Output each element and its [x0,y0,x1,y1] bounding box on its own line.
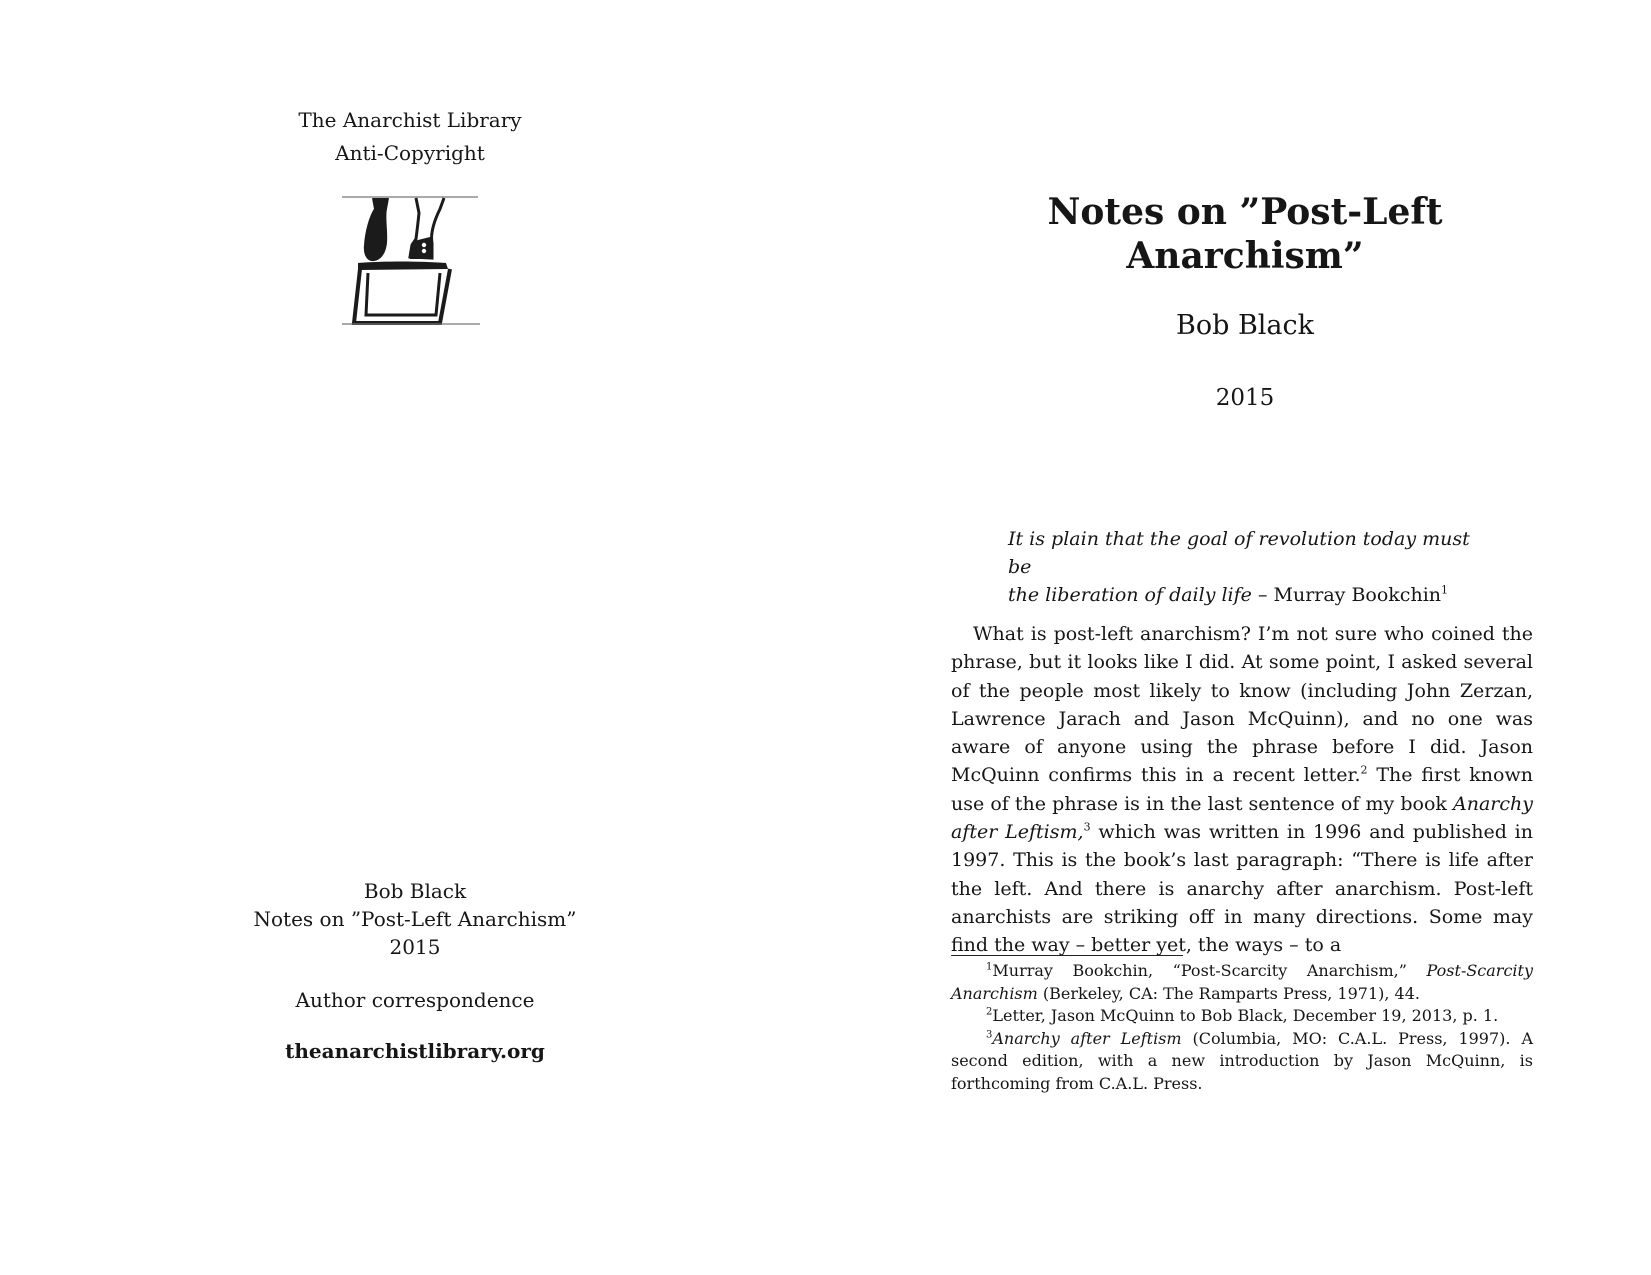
colophon [210,877,620,1065]
colophon-year: 2015 [389,935,441,959]
body-paragraph [951,620,1533,960]
footnote-text-end: (Berkeley, CA: The Ramparts Press, 1971), 44. [1037,983,1420,1003]
footnotes [951,960,1533,1095]
footnote-3 [951,1028,1533,1096]
colophon-author: Bob Black [363,879,467,903]
footnote-text: Letter, Jason McQuinn to Bob Black, December 19, 2013, p. 1. [992,1006,1499,1025]
anti-copyright-label: Anti-Copyright [335,141,485,165]
library-name: The Anarchist Library [298,108,522,132]
footnote-text-end: (Columbia, MO: C.A.L. Press, 1997). A second edition, with a new introduction by Jason McQuinn, is forthcoming from C.A.L. Press. [951,1028,1533,1093]
body-text-part2: The first known use of the phrase is in the last sentence of my book [951,764,1533,815]
colophon-title: Notes on ”Post-Left Anarchism” [253,907,577,931]
footnote-ref-3[interactable]: 3 [1083,820,1091,834]
left-page [0,0,825,1275]
footnote-2 [951,1005,1533,1028]
site-link[interactable]: theanarchistlibrary.org [285,1039,545,1063]
footnote-number: 3 [986,1029,993,1041]
footnote-1 [951,960,1533,1005]
footnote-ref-1[interactable]: 1 [1441,583,1449,597]
footnote-number: 1 [986,961,993,973]
anarchist-library-logo-icon [340,195,485,330]
document-author: Bob Black [1175,310,1315,341]
right-page [825,0,1651,1275]
library-header [260,104,560,170]
author-correspondence: Author correspondence [295,988,535,1012]
body-text-part3: which was written in 1996 and published in 1997. This is the book’s last paragraph: “There is life after the left. And there is anarchy after anarchism. Post-left anarchists are striking off in many directions. Some may find the way – better yet, the ways – to a [951,821,1534,957]
footnote-italic: Anarchy after Leftism [992,1028,1182,1048]
document-title: Notes on ”Post-Left Anarchism” [1047,191,1443,277]
epigraph-quote-line2: the liberation of daily life [1008,584,1252,606]
epigraph-quote-line1: It is plain that the goal of revolution today must be [1008,528,1470,578]
footnote-text: Murray Bookchin, “Post-Scarcity Anarchism,” [992,961,1427,980]
footnote-italic: Post-Scarcity Anarchism [951,961,1533,1003]
epigraph-attribution: – Murray Bookchin [1251,584,1442,606]
document-year: 2015 [1215,385,1275,411]
epigraph [1008,525,1498,609]
footnote-number: 2 [986,1006,993,1018]
book-title: Anarchy after Leftism, [951,792,1533,844]
footnote-rule [951,955,1183,956]
body-text-part1: What is post-left anarchism? I’m not sure who coined the phrase, but it looks like I did. At some point, I asked several of the people most likely to know (including John Zerzan, Lawrence Jarach and Jason McQuinn), and no one was aware of anyone using the phrase before I did. Jason McQuinn confirms this in a recent letter. [951,623,1533,787]
footnote-ref-2[interactable]: 2 [1360,764,1368,778]
